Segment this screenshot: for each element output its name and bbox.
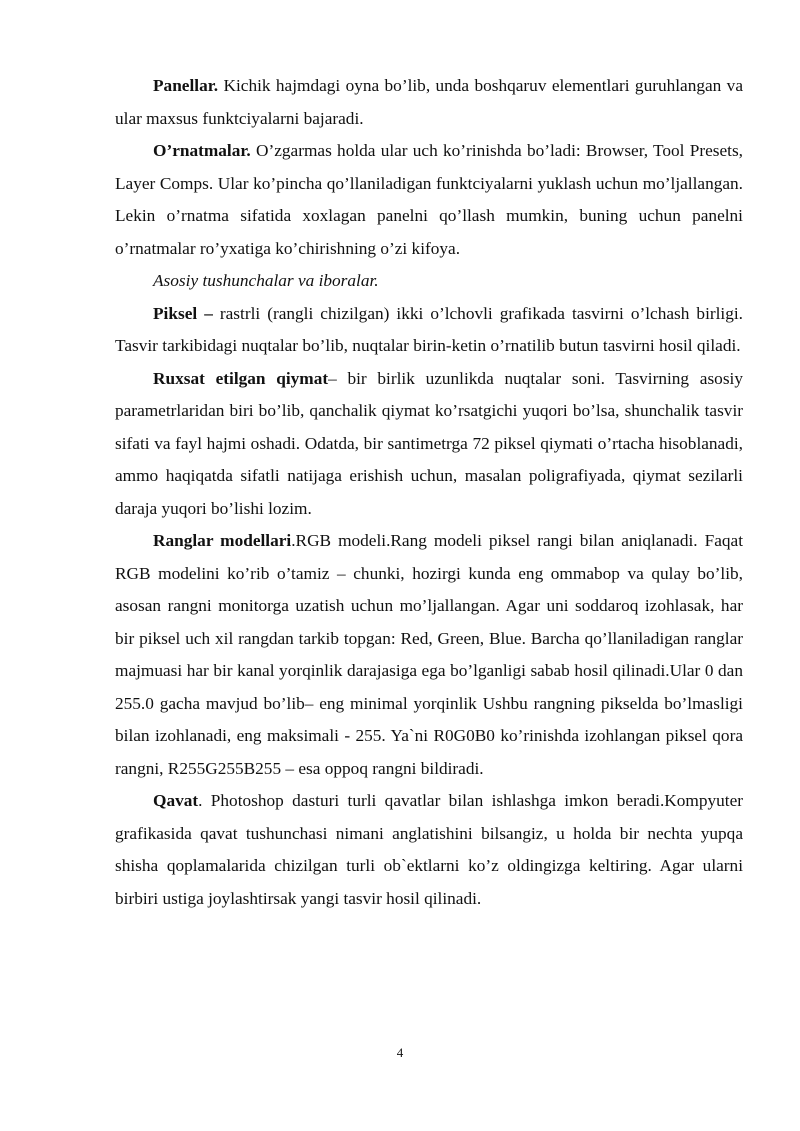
term-ranglar: Ranglar modellari	[153, 531, 292, 550]
text-qavat: . Photoshop dasturi turli qavatlar bilan ishlashga imkon beradi.Kompyuter grafikasida qavat tushunchasi nimani anglatishini bilsangiz, u holda bir nechta yupqa shisha qoplamalarida chizilgan turli ob`ektlarni ko’z oldingizga keltiring. Agar ularni birbiri ustiga joylashtirsak yangi tasvir hosil qilinadi.	[115, 791, 743, 908]
text-panellar: Kichik hajmdagi oyna bo’lib, unda boshqaruv elementlari guruhlangan va ular maxsus funktciyalarni bajaradi.	[115, 76, 743, 128]
text-ruxsat: – bir birlik uzunlikda nuqtalar soni. Tasvirning asosiy parametrlaridan biri bo’lib, qanchalik qiymat ko’rsatgichi yuqori bo’lsa, shunchalik tasvir sifati va fayl hajmi oshadi. Odatda, bir santimetrga 72 piksel qiymati o’rtacha hisoblanadi, ammo haqiqatda sifatli natijaga erishish uchun, masalan poligrafiyada, qiymat sezilarli daraja yuqori bo’lishi lozim.	[115, 368, 743, 518]
term-panellar: Panellar.	[153, 76, 219, 95]
paragraph-qavat	[115, 785, 743, 915]
section-heading-text: Asosiy tushunchalar va iboralar.	[153, 271, 379, 290]
text-piksel: rastrli (rangli chizilgan) ikki o’lchovli grafikada tasvirni o’lchash birligi. Tasvir tarkibidagi nuqtalar bo’lib, nuqtalar birin-ketin o’rnatilib butun tasvirni hosil qiladi.	[115, 303, 743, 355]
paragraph-piksel	[115, 298, 743, 363]
term-ornatmalar: O’rnatmalar.	[153, 141, 251, 160]
section-heading	[115, 265, 743, 298]
term-piksel: Piksel –	[153, 303, 213, 323]
text-ornatmalar: O’zgarmas holda ular uch ko’rinishda bo’ladi: Browser, Tool Presets, Layer Comps. Ular ko’pincha qo’llaniladigan funktciyalarni yuklash uchun mo’ljallangan. Lekin o’rnatma sifatida xoxlagan panelni qo’llash mumkin, buning uchun panelni o’rnatmalar ro’yxatiga ko’chirishning o’zi kifoya.	[115, 141, 743, 258]
paragraph-panellar	[115, 70, 743, 135]
document-body	[115, 70, 743, 915]
text-ranglar: .RGB modeli.Rang modeli piksel rangi bilan aniqlanadi. Faqat RGB modelini ko’rib o’tamiz – chunki, hozirgi kunda eng ommabop va qulay bo’lib, asosan rangni monitorga uzatish uchun mo’ljallangan. Agar uni soddaroq izohlasak, har bir piksel uch xil rangdan tarkib topgan: Red, Green, Blue. Barcha qo’llaniladigan ranglar majmuasi har bir kanal yorqinlik darajasiga ega bo’lganligi sabab hosil qilinadi.Ular 0 dan 255.0 gacha mavjud bo’lib– eng minimal yorqinlik Ushbu rangning pikselda bo’lmasligi bilan izohlanadi, eng maksimali - 255. Ya`ni R0G0B0 ko’rinishda izohlangan piksel qora rangni, R255G255B255 – esa oppoq rangni bildiradi.	[115, 531, 743, 778]
page-number: 4	[396, 1045, 404, 1060]
paragraph-ruxsat	[115, 363, 743, 526]
term-qavat: Qavat	[153, 791, 199, 810]
paragraph-ornatmalar	[115, 135, 743, 265]
paragraph-ranglar	[115, 525, 743, 785]
term-ruxsat: Ruxsat etilgan qiymat	[153, 368, 329, 388]
